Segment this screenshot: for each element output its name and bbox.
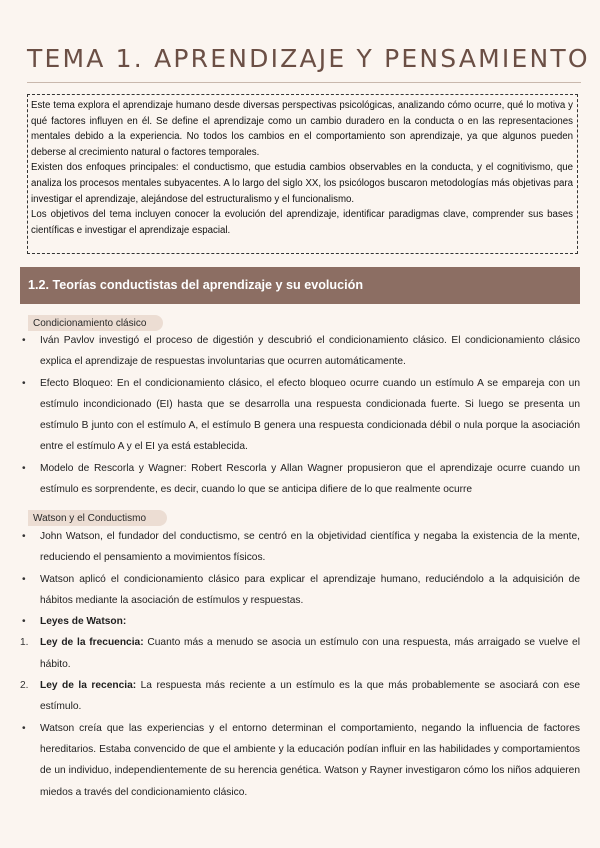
list-item-text: Watson creía que las experiencias y el entorno determinan el comportamiento, negando la influencia de factores hereditarios. Estaba convencido de que el ambiente y la educación podían influir en las habilidades y comportamientos de un individuo, independientemente de su herencia genética. Watson y Rayner investigaron cómo los niños adquieren miedos a través del condicionamiento clásico. — [40, 722, 580, 798]
intro-box — [27, 94, 578, 254]
law-name: Ley de la recencia: — [40, 680, 137, 692]
tag-label: Condicionamiento clásico — [33, 318, 147, 329]
laws-heading: Leyes de Watson: — [40, 616, 127, 628]
law-text: La respuesta más reciente a un estímulo es la que más probablemente se asociará con ese estímulo. — [40, 680, 580, 713]
bullet-icon: • — [22, 335, 26, 346]
page-title: TEMA 1. APRENDIZAJE Y PENSAMIENTO — [27, 44, 590, 73]
bullet-icon: • — [22, 462, 26, 474]
list-item — [20, 611, 580, 632]
intro-paragraph: Los objetivos del tema incluyen conocer la evolución del aprendizaje, identificar paradigmas clave, comprender sus bases científicas e investigar el aprendizaje espacial. — [31, 209, 573, 236]
law-name: Ley de la frecuencia: — [40, 637, 144, 649]
intro-paragraph: Existen dos enfoques principales: el conductismo, que estudia cambios observables en la conducta, y el cognitivismo, que analiza los procesos mentales subyacentes. A lo largo del siglo XX, los psicólogos buscaron metodologías más objetivas para investigar el aprendizaje, alejándose del estructuralismo y el funcionalismo. — [31, 162, 573, 205]
bullet-icon: • — [22, 377, 26, 389]
law-text: Cuanto más a menudo se asocia un estímulo con una respuesta, más arraigado se vuelve el hábito. — [40, 637, 580, 670]
bullet-icon: • — [22, 531, 26, 542]
classical-list — [20, 330, 580, 500]
list-item — [20, 526, 580, 569]
list-item — [20, 718, 580, 803]
list-item — [20, 373, 580, 458]
bullet-icon: • — [22, 573, 26, 585]
list-number: 2. — [20, 680, 29, 692]
law-item — [20, 632, 580, 675]
list-item — [20, 569, 580, 612]
section-heading — [20, 267, 580, 304]
subsection-tag-watson — [28, 510, 167, 526]
list-item — [20, 330, 580, 373]
list-item-text: Iván Pavlov investigó el proceso de digestión y descubrió el condicionamiento clásico. El condicionamiento clásico explica el aprendizaje de respuestas involuntarias que ocurren automáticamente. — [40, 335, 580, 368]
list-item — [20, 458, 580, 501]
tag-label: Watson y el Conductismo — [33, 513, 147, 524]
watson-list — [20, 526, 580, 803]
list-item-text: Modelo de Rescorla y Wagner: Robert Rescorla y Allan Wagner propusieron que el aprendizaje ocurre cuando un estímulo es sorprendente, es decir, cuando lo que se anticipa difiere de lo que realmente ocurre — [40, 462, 580, 496]
law-item — [20, 675, 580, 718]
list-item-text: Watson aplicó el condicionamiento clásico para explicar el aprendizaje humano, reduciéndolo a la adquisición de hábitos mediante la asociación de estímulos y respuestas. — [40, 573, 580, 606]
subsection-tag-classical — [28, 315, 163, 331]
bullet-icon: • — [22, 722, 26, 734]
list-number: 1. — [20, 637, 29, 649]
list-item-text: John Watson, el fundador del conductismo, se centró en la objetividad científica y negaba la existencia de la mente, reduciendo el pensamiento a movimientos físicos. — [40, 531, 580, 564]
bullet-icon: • — [22, 616, 26, 628]
list-item-text: Efecto Bloqueo: En el condicionamiento clásico, el efecto bloqueo ocurre cuando un estímulo A se empareja con un estímulo incondicionado (EI) hasta que se desarrolla una respuesta condicionada fuerte. Si luego se presenta un estímulo B junto con el estímulo A, el estímulo B genera una respuesta condicionada débil o nula porque la asociación entre el estímulo A y el EI ya está establecida. — [40, 377, 580, 453]
title-divider — [27, 82, 581, 83]
intro-paragraph: Este tema explora el aprendizaje humano desde diversas perspectivas psicológicas, analizando cómo ocurre, qué lo motiva y qué factores influyen en él. Se define el aprendizaje como un cambio duradero en la conducta o en las representaciones mentales debido a la experiencia. No todos los cambios en el comportamiento son aprendizaje, ya que algunos pueden deberse al crecimiento natural o factores temporales. — [31, 100, 573, 158]
section-title: 1.2. Teorías conductistas del aprendizaje y su evolución — [28, 278, 364, 292]
